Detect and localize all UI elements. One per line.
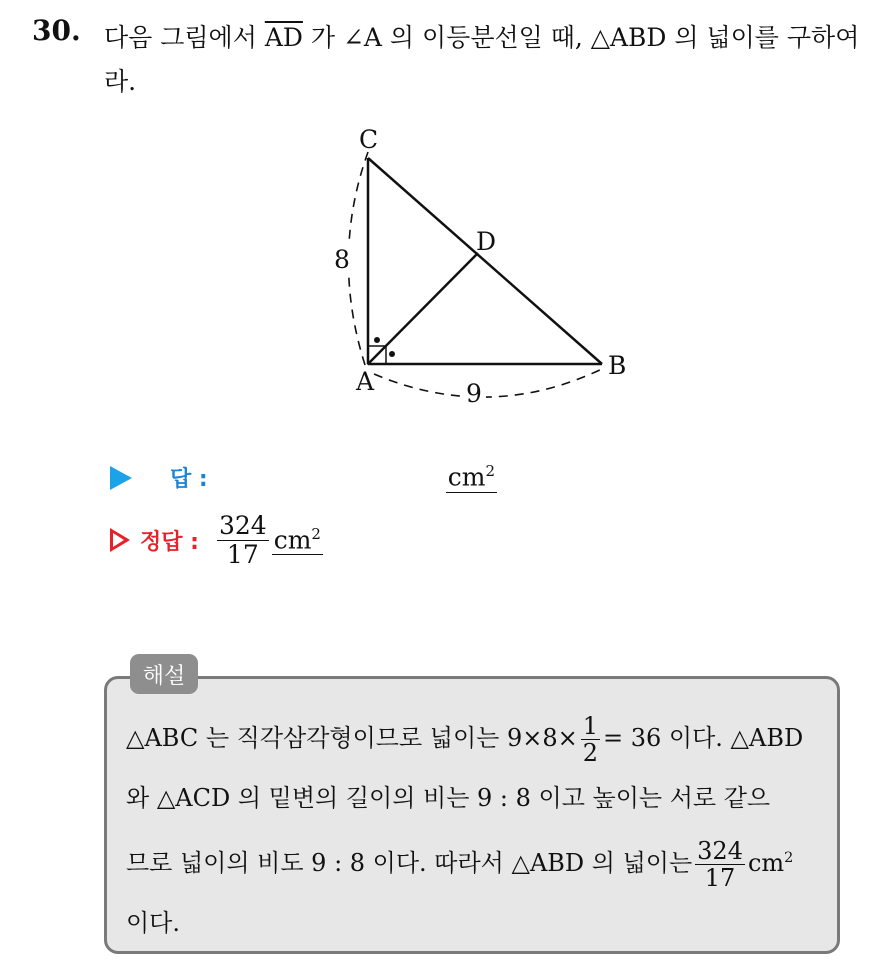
question-text-part2: 가 ∠A 의 이등분선일 때, △ABD 의 넓이를 구하여라. xyxy=(104,23,860,96)
outline-triangle-icon xyxy=(110,528,130,552)
segment-ad: $\overline{AD}$ xyxy=(264,23,303,52)
correct-answer-row xyxy=(110,512,323,568)
explanation-tag: 해설 xyxy=(130,654,198,694)
explanation-line-1: △ABC 는 직각삼각형이므로 넓이는 9×8× $\frac{1}{2}$ = 36 이다. △ABD xyxy=(126,711,804,767)
angle-dot xyxy=(374,337,380,343)
explanation-text xyxy=(126,708,826,953)
answer-unit[interactable]: $cm^2$ xyxy=(447,462,495,492)
dim-arc-ab xyxy=(374,368,604,397)
answer-label: 답 : xyxy=(170,467,208,492)
point-b-label: B xyxy=(608,351,627,380)
answer-row xyxy=(110,462,497,493)
explanation-line-2: 와 △ACD 의 밑변의 길이의 비는 9 : 8 이고 높이는 서로 같으 xyxy=(126,784,771,812)
fraction-half: $\frac{1}{2}$ xyxy=(582,711,598,767)
play-triangle-icon xyxy=(110,466,132,490)
side-cb xyxy=(368,158,602,364)
correct-answer-label: 정답 : xyxy=(140,529,199,555)
question-text-part1: 다음 그림에서 xyxy=(104,23,257,52)
question-number: 30. xyxy=(32,14,81,47)
fraction-result: $\frac{324}{17}$ xyxy=(697,836,743,892)
question-text xyxy=(104,16,874,104)
angle-dot xyxy=(389,351,395,357)
correct-answer-fraction: $\frac{324}{17}$ xyxy=(218,511,267,569)
triangle-figure xyxy=(320,118,650,418)
bisector-ad xyxy=(368,253,478,364)
point-c-label: C xyxy=(359,125,379,154)
explanation-line-3: 므로 넓이의 비도 9 : 8 이다. 따라서 △ABD 의 넓이는 $\frac{324}{17}$ $cm^2$ xyxy=(126,836,794,892)
point-d-label: D xyxy=(476,227,497,256)
length-ab-label: 9 xyxy=(466,379,482,408)
explanation-line-4: 이다. xyxy=(126,909,180,937)
point-a-label: A xyxy=(356,367,375,396)
length-ac-label: 8 xyxy=(334,245,350,274)
correct-answer-unit: $cm^2$ xyxy=(273,524,321,555)
